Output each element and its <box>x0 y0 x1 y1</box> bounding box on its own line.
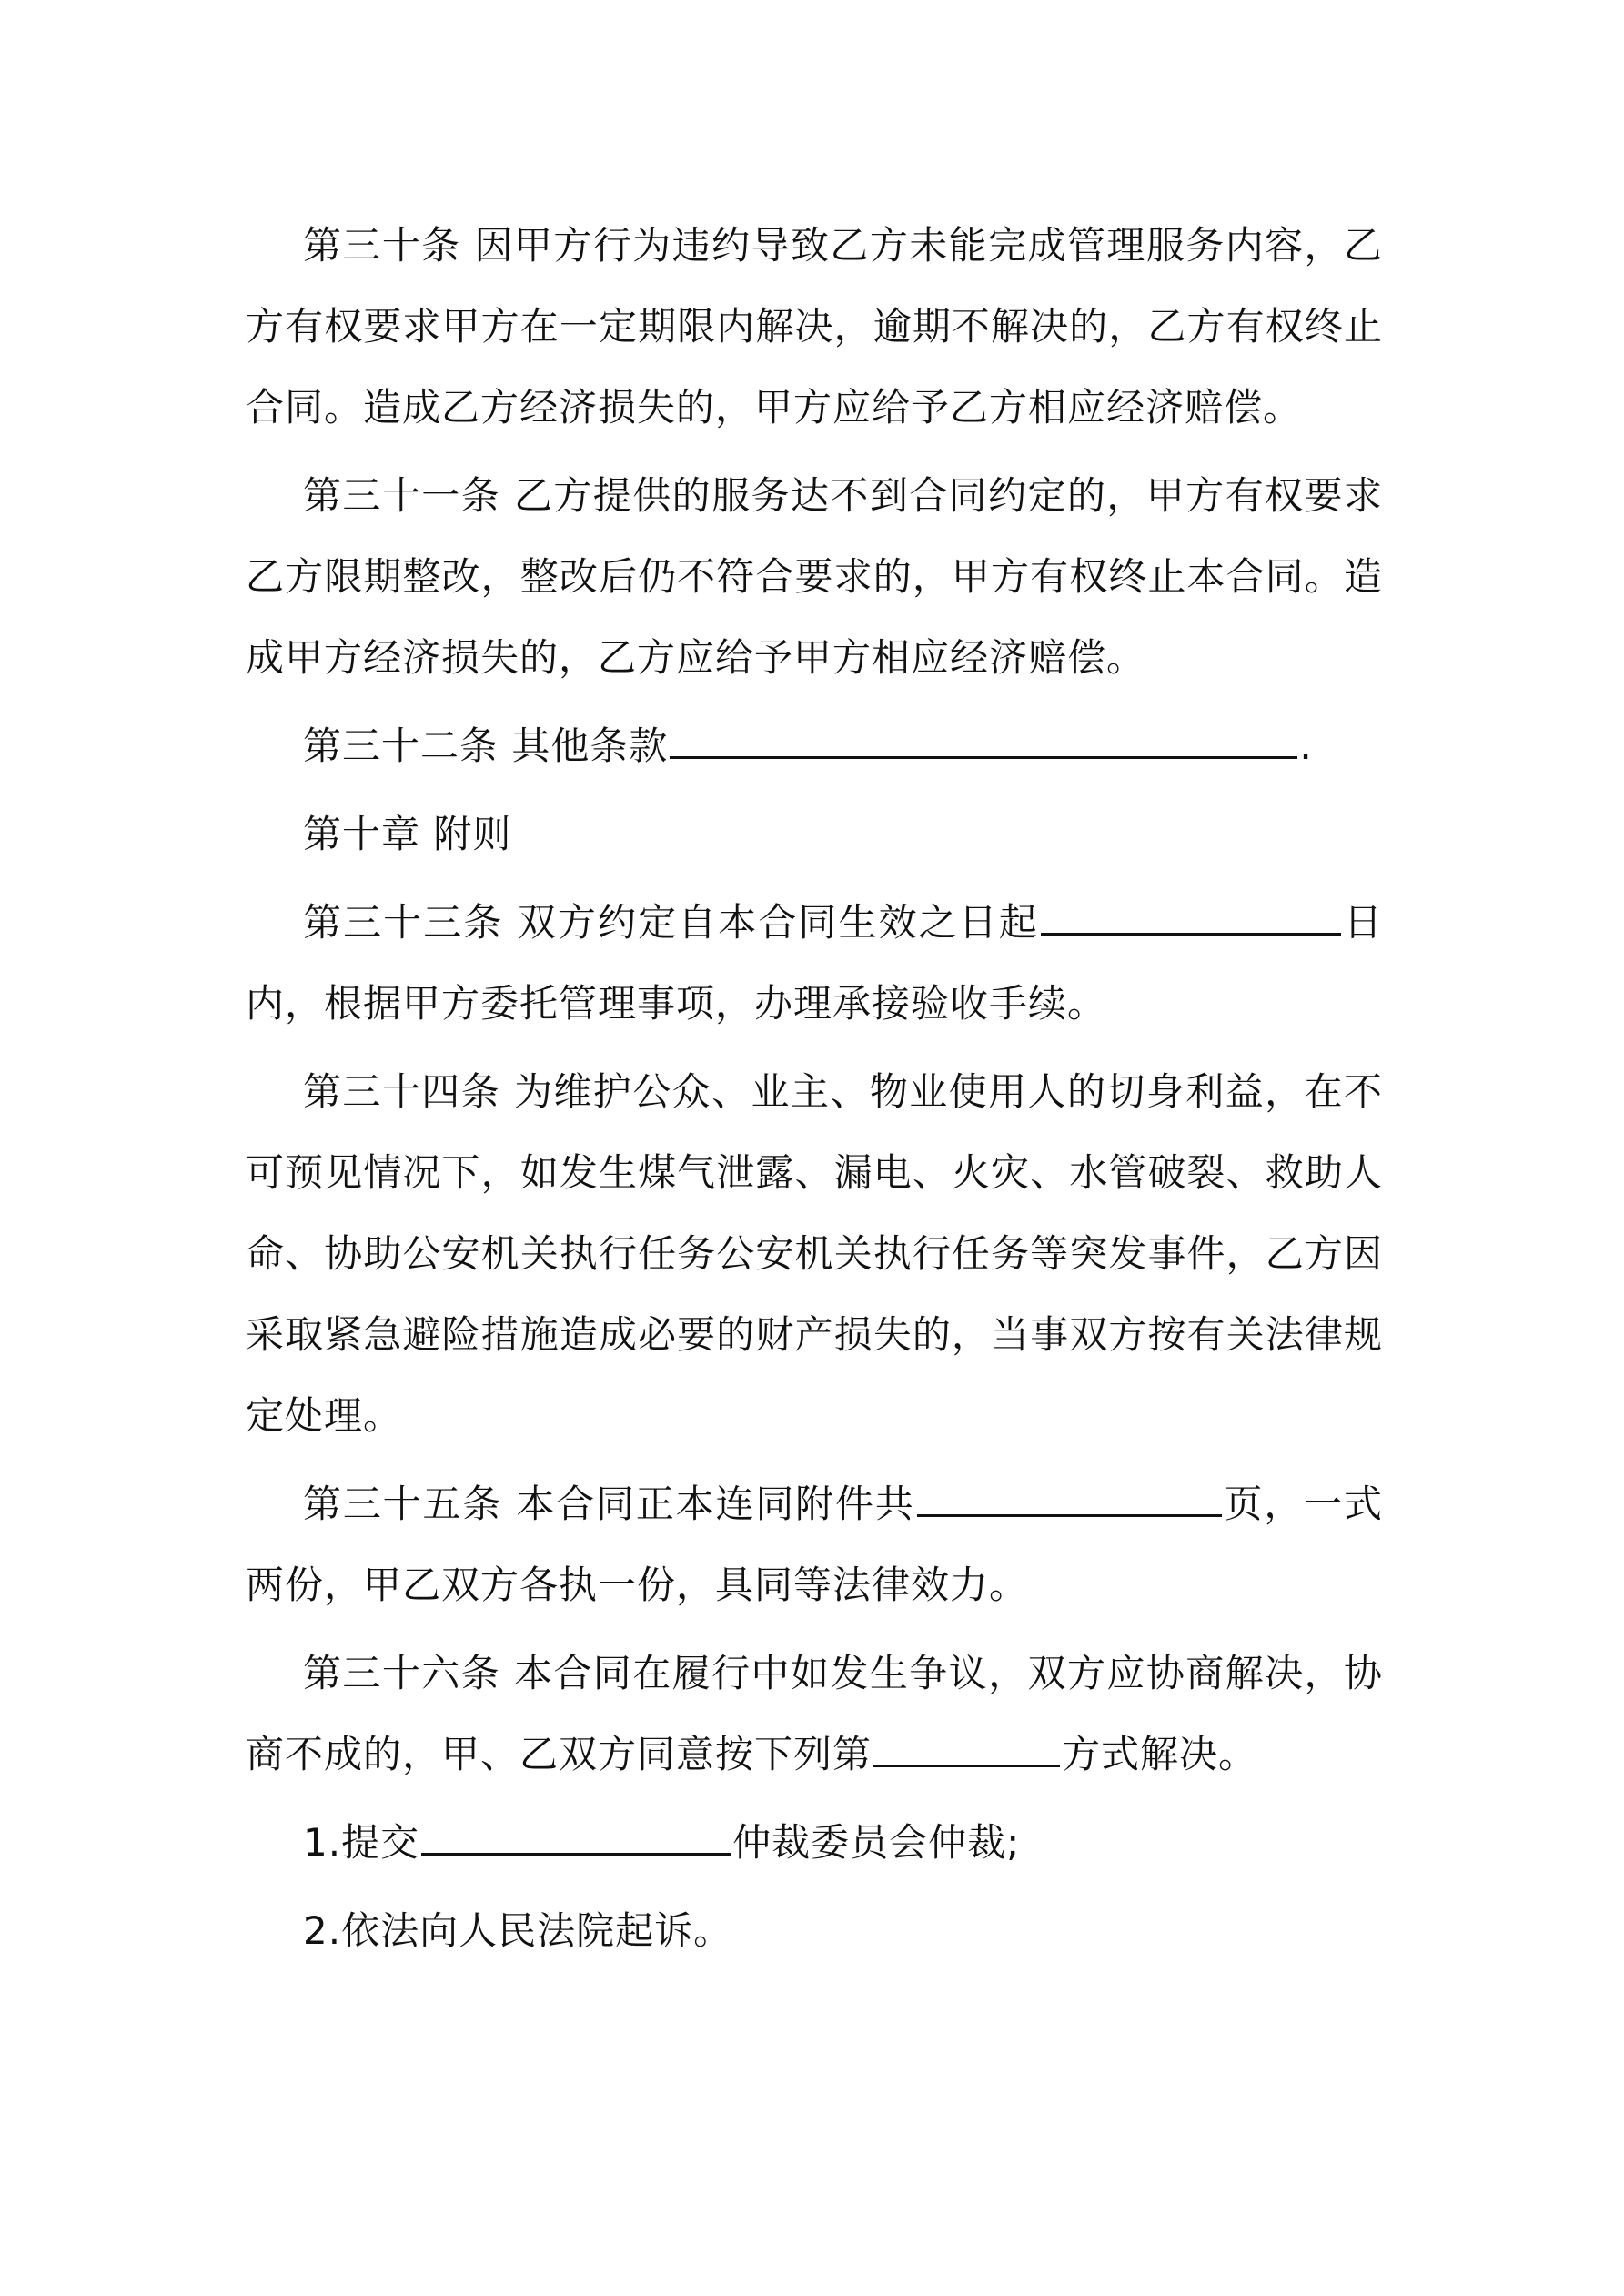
article-36-text: 第三十六条 本合同在履行中如发生争议，双方应协商解决，协商不成的，甲、乙双方同意按下列第 <box>246 1651 1383 1776</box>
days-blank <box>1041 896 1341 936</box>
article-32 <box>246 705 1383 786</box>
article-32-end: . <box>1299 723 1313 768</box>
pages-blank <box>917 1478 1222 1517</box>
document-body <box>246 205 1383 1978</box>
article-30: 第三十条 因甲方行为违约导致乙方未能完成管理服务内容，乙方有权要求甲方在一定期限内解决，逾期不解决的，乙方有权终止合同。造成乙方经济损失的，甲方应给予乙方相应经济赔偿。 <box>246 223 1383 430</box>
arbitration-blank <box>421 1816 731 1856</box>
article-34: 第三十四条 为维护公众、业主、物业使用人的切身利益，在不可预见情况下，如发生煤气泄露、漏电、火灾、水管破裂、救助人命、协助公安机关执行任务公安机关执行任务等突发事件，乙方因采取紧急避险措施造成必要的财产损失的，当事双方按有关法律规定处理。 <box>246 1069 1383 1438</box>
article-33-rest: 日内，根据甲方委托管理事项，办理承接验收手续。 <box>246 900 1383 1026</box>
option-1-text: 1.提交 <box>303 1820 420 1865</box>
article-36 <box>246 1633 1383 1795</box>
article-36-rest: 方式解决。 <box>1062 1732 1258 1776</box>
article-35-rest: 页，一式两份，甲乙双方各执一份，具同等法律效力。 <box>246 1482 1383 1607</box>
article-35 <box>246 1463 1383 1625</box>
method-blank <box>873 1728 1060 1767</box>
option-2: 2.依法向人民法院起诉。 <box>303 1908 733 1953</box>
option-1 <box>246 1802 1383 1883</box>
chapter-10-heading: 第十章 附则 <box>303 812 512 856</box>
other-terms-blank <box>670 720 1297 759</box>
article-31: 第三十一条 乙方提供的服务达不到合同约定的，甲方有权要求乙方限期整改，整改后仍不符合要求的，甲方有权终止本合同。造成甲方经济损失的，乙方应给予甲方相应经济赔偿。 <box>246 473 1383 680</box>
article-32-text: 第三十二条 其他条款 <box>303 723 669 768</box>
article-33-text: 第三十三条 双方约定自本合同生效之日起 <box>303 900 1039 945</box>
article-33 <box>246 882 1383 1044</box>
option-1-rest: 仲裁委员会仲裁; <box>732 1820 1021 1865</box>
article-35-text: 第三十五条 本合同正本连同附件共 <box>303 1482 915 1526</box>
